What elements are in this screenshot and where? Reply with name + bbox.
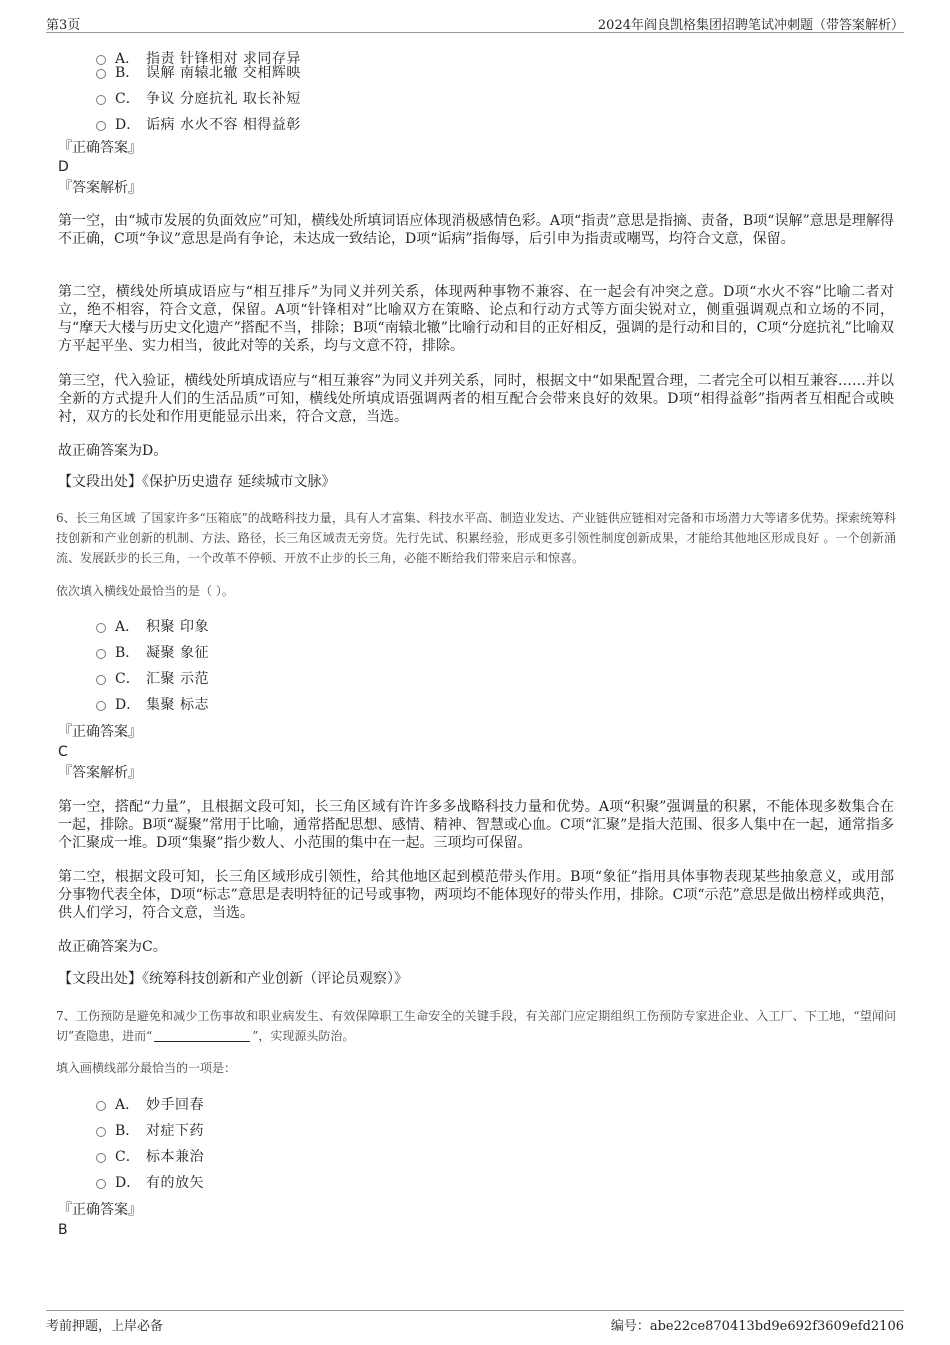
page-header — [46, 12, 904, 33]
q6-answer-label: 『正确答案』 — [58, 724, 142, 740]
radio-icon[interactable] — [96, 1127, 106, 1137]
radio-icon[interactable] — [96, 675, 106, 685]
page-number: 第3页 — [46, 18, 81, 33]
q6-conclusion: 故正确答案为C。 — [58, 939, 167, 955]
q7-answer-label: 『正确答案』 — [58, 1202, 142, 1218]
document-id: 编号：abe22ce870413bd9e692f3609efd2106 — [610, 1319, 904, 1334]
q5-answer: D — [58, 159, 69, 175]
radio-icon[interactable] — [96, 121, 106, 131]
radio-icon[interactable] — [96, 701, 106, 711]
radio-icon[interactable] — [96, 623, 106, 633]
q5-source: 【文段出处】《保护历史遗存 延续城市文脉》 — [58, 474, 336, 490]
q6-source: 【文段出处】《统筹科技创新和产业创新（评论员观察）》 — [58, 971, 408, 987]
q5-analysis-para-2: 第二空，横线处所填成语应与“相互排斥”为同义并列关系，体现两种事物不兼容、在一起会有冲突之意。D项“水火不容”比喻二者对立，绝不相容，符合文意，保留。A项“针锋相对”比喻双方在策略、论点和行动方式等方面尖锐对立，侧重强调观点和立场的不同，与“摩天大楼与历史文化遗产”搭配不当，排除；B项“南辕北辙”比喻行动和目的正好相反，强调的是行动和目的，C项“分庭抗礼”比喻双方平起平坐、实力相当，彼此对等的关系，均与文意不符，排除。 — [58, 284, 894, 354]
q7-prompt: 填入画横线部分最恰当的一项是： — [56, 1061, 237, 1075]
q7-answer: B — [58, 1222, 68, 1238]
radio-icon[interactable] — [96, 95, 106, 105]
q5-analysis-label: 『答案解析』 — [58, 180, 142, 196]
radio-icon[interactable] — [96, 55, 106, 65]
radio-icon[interactable] — [96, 1153, 106, 1163]
q5-analysis-para-1: 第一空，由“城市发展的负面效应”可知，横线处所填词语应体现消极感情色彩。A项“指责”意思是指摘、责备，B项“误解”意思是理解得不正确，C项“争议”意思是尚有争论，未达成一致结论，D项“诟病”指侮辱，后引申为指责或嘲骂，均符合文意，保留。 — [58, 213, 894, 247]
q5-conclusion: 故正确答案为D。 — [58, 443, 168, 459]
document-title: 2024年阎良凯格集团招聘笔试冲刺题（带答案解析） — [597, 18, 904, 33]
fill-in-blank — [154, 1041, 250, 1042]
q6-prompt: 依次填入横线处最恰当的是（ ）。 — [56, 584, 234, 598]
q6-analysis-para-2: 第二空，根据文段可知，长三角区域形成引领性，给其他地区起到模范带头作用。B项“象征”指用具体事物表现某些抽象意义，或用部分事物代表全体，D项“标志”意思是表明特征的记号或事物，两项均不能体现好的带头作用，排除。C项“示范”意思是做出榜样或典范，供人们学习，符合文意，当选。 — [58, 869, 894, 921]
q7-stem: 7、工伤预防是避免和减少工伤事故和职业病发生、有效保障职工生命安全的关键手段，有关部门应定期组织工伤预防专家进企业、入工厂、下工地，“望闻问切”查隐患，进而“ ”，实现源头防治。 — [56, 1009, 896, 1043]
q5-analysis-para-3: 第三空，代入验证，横线处所填成语应与“相互兼容”为同义并列关系，同时，根据文中“如果配置合理，二者完全可以相互兼容……并以全新的方式提升人们的生活品质”可知，横线处所填成语强调两者的相互配合会带来良好的效果。D项“相得益彰”指两者互相配合或映衬，双方的长处和作用更能显示出来，符合文意，当选。 — [58, 373, 894, 425]
q6-analysis-para-1: 第一空，搭配“力量”，且根据文段可知，长三角区域有许许多多战略科技力量和优势。A项“积聚”强调量的积累，不能体现多数集合在一起，排除。B项“凝聚”常用于比喻，通常搭配思想、感情、精神、智慧或心血。C项“汇聚”是指大范围、很多人集中在一起，通常指多个汇聚成一堆。D项“集聚”指少数人、小范围的集中在一起。三项均可保留。 — [58, 799, 894, 851]
q6-analysis-label: 『答案解析』 — [58, 765, 142, 781]
radio-icon[interactable] — [96, 1101, 106, 1111]
page-footer — [46, 1310, 904, 1333]
radio-icon[interactable] — [96, 69, 106, 79]
footer-slogan: 考前押题，上岸必备 — [46, 1319, 164, 1334]
q5-answer-label: 『正确答案』 — [58, 140, 142, 156]
radio-icon[interactable] — [96, 649, 106, 659]
radio-icon[interactable] — [96, 1179, 106, 1189]
q6-answer: C — [58, 744, 68, 760]
q6-stem: 6、长三角区域 了国家许多“压箱底”的战略科技力量，具有人才富集、科技水平高、制造业发达、产业链供应链相对完备和市场潜力大等诸多优势。探索统筹科技创新和产业创新的机制、方法、路径，长三角区域责无旁贷。先行先试、积累经验，形成更多引领性制度创新成果，才能给其他地区形成良好 。一个创新涌流、发展跃步的长三角，一个改革不停顿、开放不止步的长三角，必能不断给我们带来启示和惊喜。 — [56, 511, 896, 565]
